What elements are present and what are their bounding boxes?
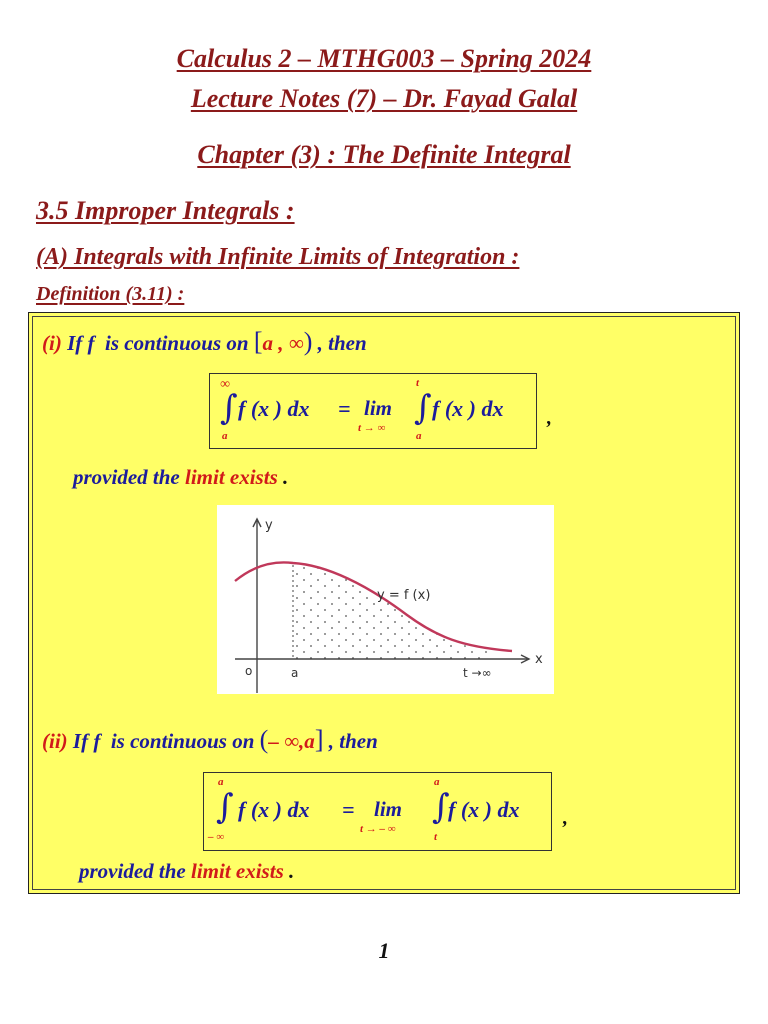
graph-x-label: x (535, 652, 543, 667)
formula-ii: a ∫ – ∞ f (x ) dx = lim t → – ∞ a ∫ t f (x ) dx (203, 772, 552, 851)
formula-i-comma: , (547, 407, 552, 429)
graph-curve-label: y = f (x) (377, 588, 431, 603)
graph-y-label: y (265, 518, 273, 533)
formula-ii-comma: , (563, 807, 568, 829)
section-title: 3.5 Improper Integrals : (36, 196, 295, 225)
page-number: 1 (378, 938, 390, 963)
definition-box (28, 312, 740, 894)
graph-a-label: a (291, 666, 299, 680)
formula-i: ∞ ∫ a f (x ) dx = lim t → ∞ t ∫ a f (x ) dx (209, 373, 537, 449)
graph-figure (217, 505, 554, 694)
part-i-provided: provided the limit exists . (73, 465, 289, 489)
definition-heading: Definition (3.11) : (36, 283, 185, 305)
graph-t-label: t →∞ (463, 666, 492, 680)
part-ii-provided: provided the limit exists . (79, 859, 295, 883)
course-title: Calculus 2 – MTHG003 – Spring 2024 (176, 44, 592, 73)
graph-origin-label: o (245, 664, 253, 678)
lecture-title: Lecture Notes (7) – Dr. Fayad Galal (190, 84, 578, 113)
part-ii-statement: (ii) If f is continuous on (– ∞,a] , then (42, 725, 378, 754)
chapter-title: Chapter (3) : The Definite Integral (197, 140, 571, 169)
section-subtitle: (A) Integrals with Infinite Limits of Integration : (36, 244, 520, 270)
part-i-statement: (i) If f is continuous on [a , ∞) , then (42, 327, 367, 356)
